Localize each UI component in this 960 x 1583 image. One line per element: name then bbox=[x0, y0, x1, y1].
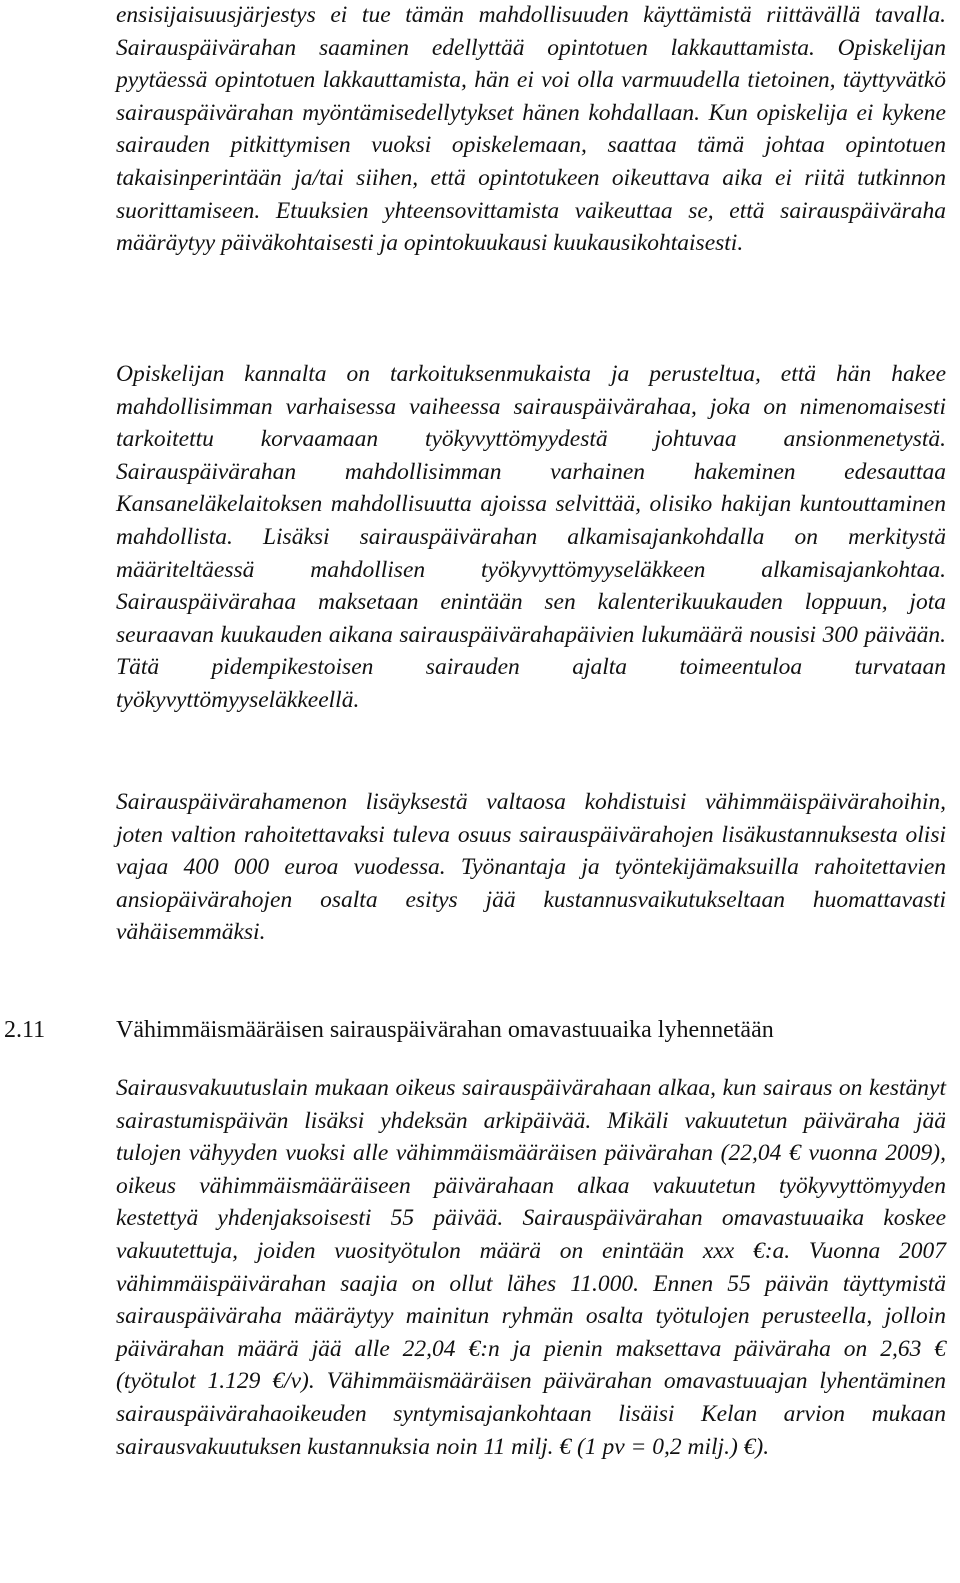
body-paragraph-2: Opiskelijan kannalta on tarkoituksenmukaista ja perusteltua, että hän hakee mahdollisimman varhaisessa vaiheessa sairauspäivärahaa, joka on nimenomaisesti tarkoitettu korvaamaan työkyvyttömyydestä johtuvaa ansionmenetystä. Sairauspäivärahan mahdollisimman varhainen hakeminen edesauttaa Kansaneläkelaitoksen mahdollisuutta ajoissa selvittää, olisiko hakijan kuntouttaminen mahdollista. Lisäksi sairauspäivärahan alkamisajankohdalla on merkitystä määriteltäessä mahdollisen työkyvyttömyyseläkkeen alkamisajankohtaa. Sairauspäivärahaa maksetaan enintään sen kalenterikuukauden loppuun, jota seuraavan kuukauden aikana sairauspäivärahapäivien lukumäärä nousisi 300 päivään. Tätä pidempikestoisen sairauden ajalta toimeentuloa turvataan työkyvyttömyyseläkkeellä. bbox=[116, 361, 946, 713]
section-number: 2.11 bbox=[4, 1017, 46, 1043]
body-paragraph-3: Sairauspäivärahamenon lisäyksestä valtaosa kohdistuisi vähimmäispäivärahoihin, joten valtion rahoitettavaksi tuleva osuus sairauspäivärahojen lisäkustannuksesta olisi vajaa 400 000 euroa vuodessa. Työnantaja ja työntekijämaksuilla rahoitettavien ansiopäivärahojen osalta esitys jää kustannusvaikutukseltaan huomattavasti vähäisemmäksi. bbox=[116, 789, 946, 946]
body-paragraph-1: ensisijaisuusjärjestys ei tue tämän mahdollisuuden käyttämistä riittävällä tavalla. Sairauspäivärahan saaminen edellyttää opintotuen lakkauttamista. Opiskelijan pyytäessä opintotuen lakkauttamista, hän ei voi olla varmuudella tietoinen, täyttyvätkö sairauspäivärahan myöntämisedellytykset hänen kohdallaan. Kun opiskelija ei kykene sairauden pitkittymisen vuoksi opiskelemaan, saattaa tämä johtaa opintotuen takaisinperintään ja/tai siihen, että opintotukeen oikeuttava aika ei riitä tutkinnon suorittamiseen. Etuuksien yhteensovittamista vaikeuttaa se, että sairauspäiväraha määräytyy päiväkohtaisesti ja opintokuukausi kuukausikohtaisesti. bbox=[116, 2, 946, 257]
section-title: Vähimmäismääräisen sairauspäivärahan omavastuuaika lyhennetään bbox=[116, 1017, 774, 1043]
section-heading bbox=[0, 1013, 960, 1047]
body-paragraph-4: Sairausvakuutuslain mukaan oikeus sairauspäivärahaan alkaa, kun sairaus on kestänyt sairastumispäivän lisäksi yhdeksän arkipäivää. Mikäli vakuutetun päiväraha jää tulojen vähyyden vuoksi alle vähimmäismääräisen päivärahan (22,04 € vuonna 2009), oikeus vähimmäismääräiseen päivärahaan alkaa vakuutetun työkyvyttömyyden kestettyä yhdenjaksoisesti 55 päivää. Sairauspäivärahan omavastuuaika koskee vakuutettuja, joiden vuosityötulon määrä on enintään xxx €:a. Vuonna 2007 vähimmäispäivärahan saajia on ollut lähes 11.000. Ennen 55 päivän täyttymistä sairauspäiväraha määräytyy mainitun ryhmän osalta työtulojen perusteella, jolloin päivärahan määrä jää alle 22,04 €:n ja pienin maksettava päiväraha on 2,63 € (työtulot 1.129 €/v). Vähimmäismääräisen päivärahan omavastuuajan lyhentäminen sairauspäivärahaoikeuden syntymisajankohtaan lisäisi Kelan arvion mukaan sairausvakuutuksen kustannuksia noin 11 milj. € (1 pv = 0,2 milj.) €). bbox=[116, 1075, 946, 1460]
